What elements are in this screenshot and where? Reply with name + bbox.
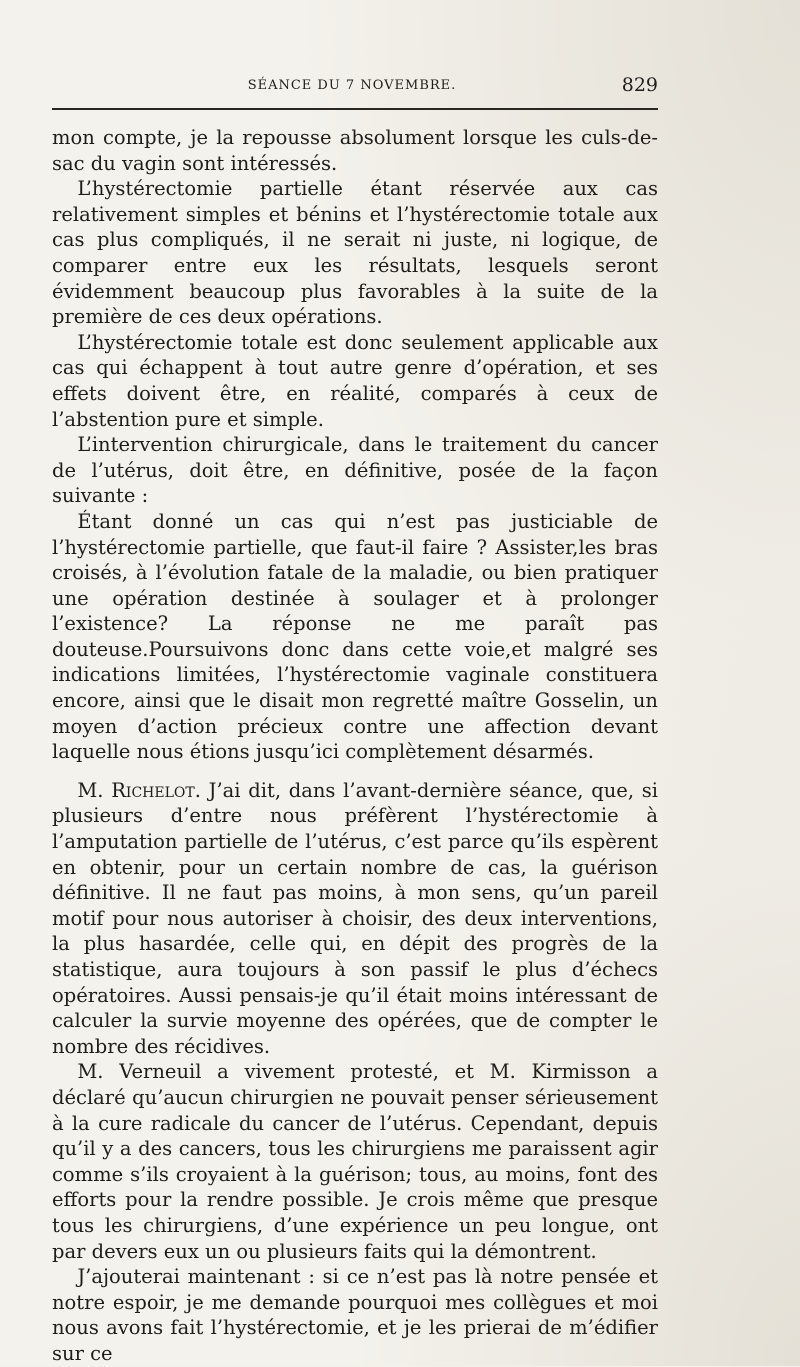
- paragraph: L’hystérectomie totale est donc seulement applicable aux cas qui échappent à tout autre genre d’opération, et ses effets doivent être, en réalité, comparés à ceux de l’abstention pure et simple.: [52, 330, 658, 431]
- paragraph: Étant donné un cas qui n’est pas justiciable de l’hystérectomie partielle, que faut-il faire ? Assister,les bras croisés, à l’évolution fatale de la maladie, ou bien pratiquer une opération destinée à soulager et à prolonger l’existence? La réponse ne me paraît pas douteuse.Poursuivons donc dans cette voie,et malgré ses indications limitées, l’hystérectomie vaginale constituera encore, ainsi que le disait mon regretté maître Gosselin, un moyen d’action précieux contre une affection devant laquelle nous étions jusqu’ici complètement désarmés.: [52, 509, 658, 764]
- paragraph: M. Verneuil a vivement protesté, et M. Kirmisson a déclaré qu’aucun chirurgien ne pouvait penser sérieusement à la cure radicale du cancer de l’utérus. Cependant, depuis qu’il y a des cancers, tous les chirurgiens me paraissent agir comme s’ils croyaient à la guérison; tous, au moins, font des efforts pour la rendre possible. Je crois même que presque tous les chirurgiens, d’une expérience un peu longue, ont par devers eux un ou plusieurs faits qui la démontrent.: [52, 1060, 658, 1263]
- richelot-paragraph: [52, 778, 658, 1060]
- running-header: [52, 76, 660, 102]
- paragraph: mon compte, je la repousse absolument lorsque les culs-de-sac du vagin sont intéressés.: [52, 126, 658, 175]
- speaker-text: J’ai dit, dans l’avant-dernière séance, que, si plusieurs d’entre nous préfèrent l’hystérectomie à l’amputation partielle de l’utérus, c’est parce qu’ils espèrent en obtenir, pour un certain nombre de cas, la guérison définitive. Il ne faut pas moins, à mon sens, qu’un pareil motif pour nous autoriser à choisir, des deux interventions, la plus hasardée, celle qui, en dépit des progrès de la statistique, aura toujours à son passif le plus d’échecs opératoires. Aussi pensais-je qu’il était moins intéressant de calculer la survie moyenne des opérées, que de compter le nombre des récidives.: [52, 778, 658, 1058]
- running-title: SÉANCE DU 7 NOVEMBRE.: [247, 78, 457, 93]
- paragraph: L’intervention chirurgicale, dans le traitement du cancer de l’utérus, doit être, en définitive, posée de la façon suivante :: [52, 433, 658, 508]
- header-rule: [52, 108, 658, 110]
- paragraph: L’hystérectomie partielle étant réservée aux cas relativement simples et bénins et l’hystérectomie totale aux cas plus compliqués, il ne serait ni juste, ni logique, de comparer entre eux les résultats, lesquels seront évidemment beaucoup plus favorables à la suite de la première de ces deux opérations.: [52, 177, 658, 329]
- speaker-prefix: M.: [77, 778, 104, 802]
- speaker-name: Richelot.: [111, 778, 201, 802]
- paragraph: J’ajouterai maintenant : si ce n’est pas là notre pensée et notre espoir, je me demande pourquoi mes collègues et moi nous avons fait l’hystérectomie, et je les prierai de m’édifier sur ce: [52, 1265, 658, 1365]
- page-body: [52, 125, 658, 1367]
- page-number: 829: [621, 74, 658, 96]
